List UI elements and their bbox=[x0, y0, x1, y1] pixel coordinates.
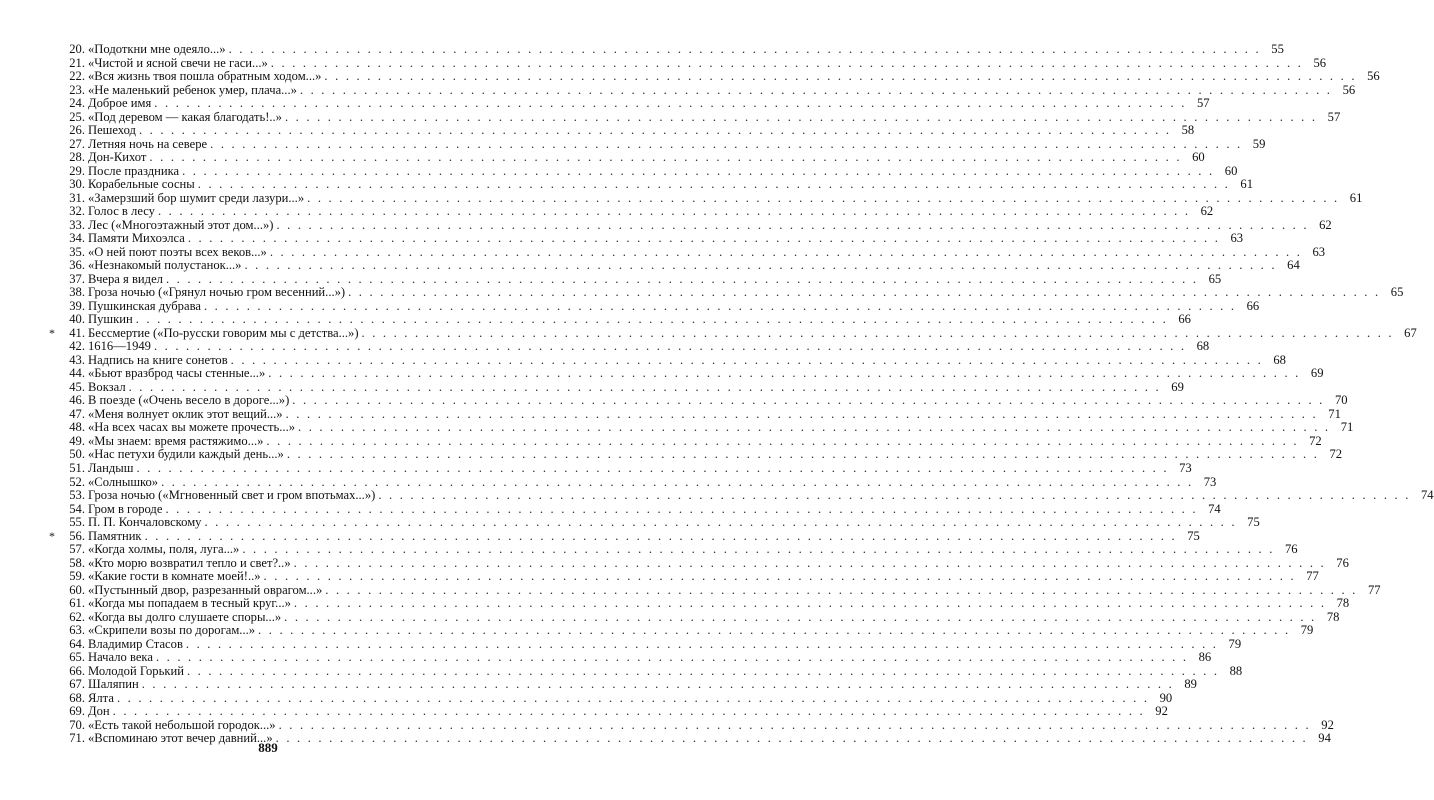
entry-page: 70 bbox=[1334, 393, 1348, 408]
entry-title: «О ней поют поэты всех веков...» bbox=[88, 244, 267, 259]
entry-page: 64 bbox=[1287, 258, 1300, 273]
entry-number: 61. bbox=[69, 596, 85, 611]
toc-entry bbox=[57, 650, 1212, 665]
entry-page: 69 bbox=[1171, 379, 1184, 394]
toc-entry bbox=[57, 244, 1326, 260]
toc-entry bbox=[57, 312, 1191, 327]
toc-entry bbox=[57, 596, 1350, 611]
entry-title: «Чистой и ясной свечи не гаси...» bbox=[88, 55, 268, 70]
dot-leader bbox=[304, 192, 1342, 206]
entry-page: 68 bbox=[1273, 352, 1286, 367]
entry-title: Начало века bbox=[88, 650, 153, 665]
entry-number: 71. bbox=[69, 731, 85, 746]
entry-page: 75 bbox=[1247, 515, 1260, 530]
entry-number: 33. bbox=[69, 217, 85, 232]
dot-leader bbox=[273, 219, 1311, 233]
dot-leader bbox=[158, 476, 1196, 490]
entry-page: 61 bbox=[1349, 190, 1363, 205]
entry-number: 37. bbox=[69, 271, 85, 286]
entry-title: «Кто морю возвратил тепло и свет?..» bbox=[88, 555, 291, 570]
dot-leader bbox=[359, 327, 1397, 341]
entry-title: «На всех часах вы можете прочесть...» bbox=[88, 420, 296, 435]
entry-number: 21. bbox=[69, 55, 85, 70]
toc-entry bbox=[57, 555, 1349, 571]
entry-number: 63. bbox=[69, 623, 85, 638]
entry-page: 74 bbox=[1208, 501, 1221, 516]
entry-title: Голос в лесу bbox=[88, 204, 155, 219]
entry-title: «Замерзший бор шумит среди лазури...» bbox=[88, 190, 305, 205]
table-of-contents bbox=[49, 42, 1434, 746]
entry-number: 27. bbox=[69, 136, 85, 151]
entry-title: Молодой Горький bbox=[88, 663, 184, 678]
toc-entry bbox=[57, 447, 1343, 462]
entry-number: 70. bbox=[69, 717, 85, 732]
entry-number: 53. bbox=[69, 488, 85, 503]
toc-entry bbox=[57, 217, 1332, 233]
entry-number: 30. bbox=[69, 177, 85, 192]
entry-page: 56 bbox=[1342, 82, 1356, 97]
entry-number: 39. bbox=[69, 298, 85, 313]
toc-entry bbox=[57, 271, 1222, 287]
entry-page: 55 bbox=[1271, 42, 1284, 56]
entry-title: В поезде («Очень весело в дороге...») bbox=[88, 393, 290, 408]
entry-title: Ландыш bbox=[88, 460, 134, 475]
entry-number: 44. bbox=[69, 366, 85, 381]
entry-page: 94 bbox=[1318, 731, 1331, 746]
entry-number: 28. bbox=[69, 150, 85, 165]
dot-leader bbox=[126, 381, 1164, 395]
entry-number: 45. bbox=[69, 379, 85, 394]
toc-entry bbox=[57, 623, 1314, 638]
entry-page: 79 bbox=[1228, 636, 1242, 651]
dot-leader bbox=[146, 151, 1184, 165]
toc-entry bbox=[49, 325, 1417, 341]
entry-number: 20. bbox=[69, 42, 85, 56]
toc-entry bbox=[57, 636, 1242, 652]
entry-title: Надпись на книге сонетов bbox=[88, 352, 228, 367]
toc-entry bbox=[57, 704, 1168, 719]
entry-title: «Когда мы попадаем в тесный круг...» bbox=[88, 596, 291, 611]
toc-entry bbox=[57, 109, 1341, 125]
entry-title: После праздника bbox=[88, 163, 180, 178]
dot-leader bbox=[321, 70, 1359, 84]
dot-leader bbox=[265, 367, 1303, 381]
toc-entry bbox=[57, 677, 1197, 692]
entry-page: 68 bbox=[1196, 339, 1210, 354]
entry-page: 62 bbox=[1200, 204, 1214, 219]
entry-number: 34. bbox=[69, 231, 85, 246]
entry-page: 76 bbox=[1336, 555, 1349, 570]
entry-number: 42. bbox=[69, 339, 85, 354]
entry-page: 61 bbox=[1240, 177, 1253, 192]
toc-entry bbox=[57, 42, 1284, 57]
dot-leader bbox=[133, 313, 1171, 327]
toc-entry bbox=[57, 366, 1324, 381]
toc-entry bbox=[57, 231, 1244, 246]
entry-title: Корабельные сосны bbox=[88, 177, 195, 192]
entry-number: 41. bbox=[69, 325, 85, 340]
toc-entry bbox=[57, 393, 1348, 408]
entry-number: 66. bbox=[69, 663, 85, 678]
entry-page: 90 bbox=[1159, 690, 1173, 705]
entry-title: «Не маленький ребенок умер, плача...» bbox=[88, 82, 297, 97]
toc-entry bbox=[57, 190, 1363, 206]
entry-number: 54. bbox=[69, 501, 85, 516]
entry-number: 64. bbox=[69, 636, 85, 651]
entry-number: 22. bbox=[69, 69, 85, 84]
toc-entry bbox=[57, 298, 1260, 314]
entry-page: 65 bbox=[1390, 285, 1404, 300]
toc-entry bbox=[57, 82, 1356, 98]
dot-leader bbox=[284, 448, 1322, 462]
entry-title: Гроза ночью («Мгновенный свет и гром впотьмах...») bbox=[88, 488, 376, 503]
dot-leader bbox=[201, 516, 1239, 530]
entry-page: 75 bbox=[1187, 528, 1200, 543]
entry-page: 67 bbox=[1404, 325, 1417, 340]
dot-leader bbox=[139, 678, 1177, 692]
dot-leader bbox=[151, 340, 1189, 354]
entry-number: 65. bbox=[69, 650, 85, 665]
toc-entry bbox=[57, 204, 1214, 219]
toc-entry bbox=[57, 569, 1319, 584]
dot-leader bbox=[185, 232, 1223, 246]
dot-leader bbox=[226, 43, 1264, 57]
dot-leader bbox=[291, 557, 1329, 571]
dot-leader bbox=[281, 611, 1319, 625]
dot-leader bbox=[163, 273, 1201, 287]
entry-number: 62. bbox=[69, 609, 85, 624]
dot-leader bbox=[136, 124, 1174, 138]
toc-entry bbox=[57, 285, 1404, 300]
entry-title: «Скрипели возы по дорогам...» bbox=[88, 623, 256, 638]
entry-page: 65 bbox=[1208, 271, 1222, 286]
entry-title: Лес («Многоэтажный этот дом...») bbox=[88, 217, 274, 232]
dot-leader bbox=[153, 651, 1191, 665]
entry-page: 57 bbox=[1196, 96, 1210, 111]
entry-page: 66 bbox=[1246, 298, 1260, 313]
toc-entry bbox=[57, 501, 1221, 517]
dot-leader bbox=[268, 57, 1306, 71]
entry-page: 92 bbox=[1155, 704, 1168, 719]
entry-page: 72 bbox=[1309, 433, 1322, 448]
entry-page: 72 bbox=[1329, 447, 1343, 462]
entry-title: Доброе имя bbox=[88, 96, 152, 111]
entry-page: 88 bbox=[1229, 663, 1243, 678]
toc-entry bbox=[57, 123, 1195, 138]
entry-page: 73 bbox=[1179, 460, 1192, 475]
entry-number: 40. bbox=[69, 312, 85, 327]
entry-title: 1616—1949 bbox=[88, 339, 151, 354]
entry-number: 49. bbox=[69, 433, 85, 448]
entry-number: 24. bbox=[69, 96, 85, 111]
dot-leader bbox=[110, 705, 1148, 719]
entry-title: Дон-Кихот bbox=[88, 150, 147, 165]
entry-number: 26. bbox=[69, 123, 85, 138]
entry-title: «Нас петухи будили каждый день...» bbox=[88, 447, 284, 462]
entry-page: 77 bbox=[1306, 569, 1319, 584]
entry-title: «Меня волнует оклик этот вещий...» bbox=[88, 406, 283, 421]
toc-entry bbox=[57, 717, 1334, 733]
toc-entry bbox=[57, 55, 1327, 71]
toc-entry bbox=[57, 177, 1253, 192]
toc-entry bbox=[57, 352, 1286, 368]
toc-entry bbox=[57, 96, 1210, 111]
entry-number: 23. bbox=[69, 82, 85, 97]
entry-title: Летняя ночь на севере bbox=[88, 136, 208, 151]
entry-number: 38. bbox=[69, 285, 85, 300]
dot-leader bbox=[322, 584, 1360, 598]
entry-title: «Когда холмы, поля, луга...» bbox=[88, 542, 240, 557]
entry-title: Вокзал bbox=[88, 379, 126, 394]
entry-number: 69. bbox=[69, 704, 85, 719]
entry-page: 78 bbox=[1336, 596, 1350, 611]
toc-entry bbox=[57, 339, 1210, 354]
entry-title: Пушкинская дубрава bbox=[88, 298, 201, 313]
entry-page: 66 bbox=[1178, 312, 1191, 327]
dot-leader bbox=[241, 259, 1279, 273]
entry-page: 76 bbox=[1285, 542, 1298, 557]
entry-title: Дон bbox=[88, 704, 110, 719]
entry-title: Памяти Михоэлса bbox=[88, 231, 185, 246]
entry-number: 55. bbox=[69, 515, 85, 530]
entry-number: 25. bbox=[69, 109, 85, 124]
entry-title: «Мы знаем: время растяжимо...» bbox=[88, 433, 264, 448]
dot-leader bbox=[195, 178, 1233, 192]
dot-leader bbox=[155, 205, 1193, 219]
entry-title: «Есть такой небольшой городок...» bbox=[88, 717, 276, 732]
entry-number: 31. bbox=[69, 190, 85, 205]
entry-title: «Солнышко» bbox=[88, 474, 159, 489]
entry-number: 48. bbox=[69, 420, 85, 435]
entry-title: П. П. Кончаловскому bbox=[88, 515, 202, 530]
entry-title: «Когда вы долго слушаете споры...» bbox=[88, 609, 282, 624]
dot-leader bbox=[133, 462, 1171, 476]
toc-entry bbox=[57, 474, 1217, 490]
entry-number: 32. bbox=[69, 204, 85, 219]
entry-title: Шаляпин bbox=[88, 677, 139, 692]
dot-leader bbox=[151, 97, 1189, 111]
entry-page: 73 bbox=[1203, 474, 1217, 489]
entry-title: Памятник bbox=[88, 528, 142, 543]
entry-number: 36. bbox=[69, 258, 85, 273]
entry-number: 35. bbox=[69, 244, 85, 259]
dot-leader bbox=[228, 354, 1266, 368]
toc-entry bbox=[57, 663, 1243, 679]
toc-entry bbox=[57, 379, 1184, 395]
entry-number: 57. bbox=[69, 542, 85, 557]
entry-number: 52. bbox=[69, 474, 85, 489]
dot-leader bbox=[297, 84, 1335, 98]
toc-entry bbox=[57, 258, 1300, 273]
toc-entry bbox=[57, 542, 1298, 557]
dot-leader bbox=[207, 138, 1245, 152]
dot-leader bbox=[201, 300, 1239, 314]
entry-title: Пешеход bbox=[88, 123, 136, 138]
entry-title: «Какие гости в комнате моей!..» bbox=[88, 569, 261, 584]
entry-page: 63 bbox=[1230, 231, 1244, 246]
entry-title: Ялта bbox=[88, 690, 114, 705]
entry-title: «Незнакомый полустанок...» bbox=[88, 258, 242, 273]
entry-title: Гром в городе bbox=[88, 501, 163, 516]
entry-number: 29. bbox=[69, 163, 85, 178]
entry-page: 62 bbox=[1319, 217, 1332, 232]
entry-title: «Вся жизнь твоя пошла обратным ходом...» bbox=[88, 69, 322, 84]
toc-entry bbox=[57, 460, 1192, 476]
toc-entry bbox=[57, 69, 1380, 84]
entry-title: Бессмертие («По-русски говорим мы с детства...») bbox=[88, 325, 359, 340]
toc-entry bbox=[57, 136, 1266, 152]
entry-page: 79 bbox=[1300, 623, 1314, 638]
entry-page: 74 bbox=[1420, 488, 1434, 503]
entry-number: 51. bbox=[69, 460, 85, 475]
entry-number: 46. bbox=[69, 393, 85, 408]
toc-entry bbox=[57, 515, 1260, 530]
entry-page: 63 bbox=[1312, 244, 1326, 259]
entry-page: 56 bbox=[1367, 69, 1380, 84]
entry-title: Вчера я видел bbox=[88, 271, 163, 286]
dot-leader bbox=[184, 665, 1222, 679]
entry-title: Пушкин bbox=[88, 312, 133, 327]
entry-number: 67. bbox=[69, 677, 85, 692]
entry-number: 59. bbox=[69, 569, 85, 584]
toc-entry bbox=[57, 163, 1238, 179]
entry-page: 71 bbox=[1328, 406, 1341, 421]
entry-number: 56. bbox=[69, 528, 85, 543]
entry-title: «Пустынный двор, разрезанный оврагом...» bbox=[88, 582, 323, 597]
entry-page: 86 bbox=[1198, 650, 1212, 665]
toc-entry bbox=[57, 406, 1341, 422]
dot-leader bbox=[375, 489, 1413, 503]
dot-leader bbox=[276, 719, 1314, 733]
toc-entry bbox=[57, 690, 1173, 706]
dot-leader bbox=[179, 165, 1217, 179]
entry-title: Гроза ночью («Грянул ночью гром весенний...») bbox=[88, 285, 346, 300]
entry-page: 69 bbox=[1310, 366, 1324, 381]
dot-leader bbox=[282, 111, 1320, 125]
entry-page: 89 bbox=[1184, 677, 1197, 692]
dot-leader bbox=[114, 692, 1152, 706]
entry-title: «Под деревом — какая благодать!..» bbox=[88, 109, 282, 124]
entry-title: «Бьют вразброд часы стенные...» bbox=[88, 366, 266, 381]
dot-leader bbox=[345, 286, 1383, 300]
toc-entry bbox=[49, 528, 1200, 544]
entry-page: 60 bbox=[1192, 150, 1205, 165]
dot-leader bbox=[283, 408, 1321, 422]
dot-leader bbox=[162, 503, 1200, 517]
dot-leader bbox=[239, 543, 1277, 557]
toc-entry bbox=[57, 582, 1381, 598]
entry-page: 58 bbox=[1181, 123, 1195, 138]
dot-leader bbox=[183, 638, 1221, 652]
dot-leader bbox=[267, 246, 1305, 260]
entry-page: 77 bbox=[1367, 582, 1381, 597]
dot-leader bbox=[261, 570, 1299, 584]
entry-title: Владимир Стасов bbox=[88, 636, 183, 651]
asterisk-mark: * bbox=[49, 325, 55, 340]
entry-page: 57 bbox=[1327, 109, 1341, 124]
page-number: 889 bbox=[258, 740, 278, 755]
entry-page: 60 bbox=[1224, 163, 1238, 178]
entry-number: 50. bbox=[69, 447, 85, 462]
entry-number: 60. bbox=[69, 582, 85, 597]
dot-leader bbox=[263, 435, 1301, 449]
entry-number: 47. bbox=[69, 406, 85, 421]
entry-number: 43. bbox=[69, 352, 85, 367]
entry-page: 71 bbox=[1340, 420, 1354, 435]
entry-page: 59 bbox=[1252, 136, 1266, 151]
entry-title: «Вспоминаю этот вечер давний...» bbox=[88, 731, 273, 746]
toc-entry bbox=[57, 420, 1354, 435]
entry-page: 78 bbox=[1326, 609, 1340, 624]
dot-leader bbox=[291, 597, 1329, 611]
toc-entry bbox=[57, 609, 1340, 625]
dot-leader bbox=[289, 394, 1327, 408]
asterisk-mark: * bbox=[49, 528, 55, 543]
entry-page: 56 bbox=[1313, 55, 1327, 70]
dot-leader bbox=[295, 421, 1333, 435]
entry-number: 68. bbox=[69, 690, 85, 705]
entry-number: 58. bbox=[69, 555, 85, 570]
toc-entry bbox=[57, 150, 1205, 165]
entry-page: 92 bbox=[1321, 717, 1334, 732]
entry-title: «Подоткни мне одеяло...» bbox=[88, 42, 226, 56]
dot-leader bbox=[255, 624, 1293, 638]
dot-leader bbox=[142, 530, 1180, 544]
toc-entry bbox=[57, 488, 1434, 503]
toc-entry bbox=[57, 433, 1322, 449]
